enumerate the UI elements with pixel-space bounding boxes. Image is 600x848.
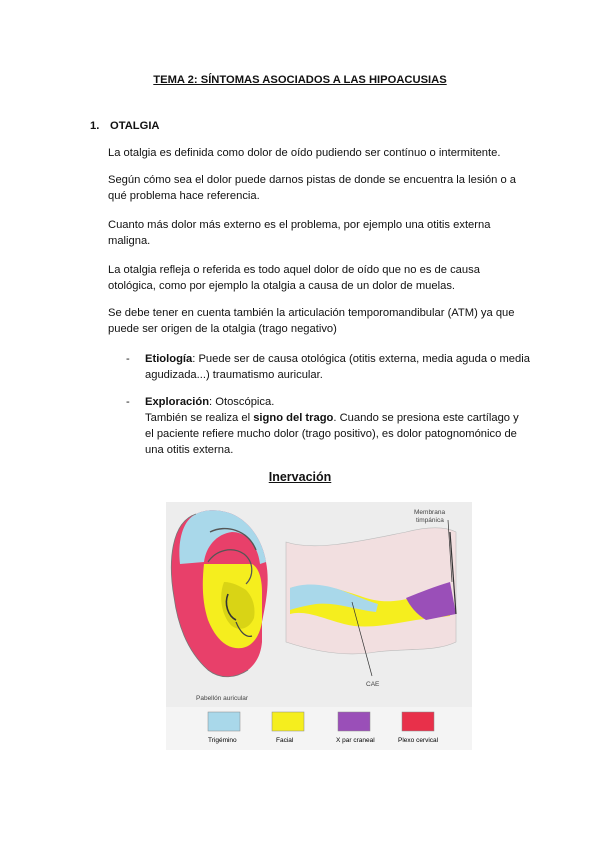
paragraph-definition: La otalgia es definida como dolor de oído pudiendo ser contínuo o intermitente. <box>108 147 501 159</box>
section-heading <box>90 118 160 134</box>
legend-swatch-trigemino <box>208 712 240 731</box>
legend-label-trigemino: Trigémino <box>208 737 237 744</box>
etiologia-text: : Puede ser de causa otológica (otitis externa, media aguda o media agudizada...) traumatismo auricular. <box>145 353 530 381</box>
bullet-marker: - <box>126 396 130 408</box>
label-pabellon: Pabellón auricular <box>196 695 249 702</box>
exploracion-term: Exploración <box>145 396 210 408</box>
innervation-figure <box>166 502 472 750</box>
exploracion-detail: También se realiza el signo del trago. Cuando se presiona este cartílago y el paciente refiere mucho dolor (trago positivo), es dolor patognomónico de una otitis externa. <box>145 412 519 456</box>
legend-label-plexo: Plexo cervical <box>398 737 439 744</box>
innervation-illustration <box>166 502 472 750</box>
legend-label-facial: Facial <box>276 737 294 744</box>
section-heading-text: OTALGIA <box>110 120 160 132</box>
legend-label-x-par: X par craneal <box>336 737 375 744</box>
bullet-etiologia <box>145 351 530 383</box>
etiologia-term: Etiología <box>145 353 193 365</box>
label-cae: CAE <box>366 681 380 688</box>
paragraph-location: Según cómo sea el dolor puede darnos pistas de donde se encuentra la lesión o a qué problema hace referencia. <box>108 174 517 202</box>
label-membrana-line2: timpánica <box>416 517 444 524</box>
legend-swatch-plexo <box>402 712 434 731</box>
paragraph-referred: La otalgia refleja o referida es todo aquel dolor de oído que no es de causa otológica, como por ejemplo la otalgia a causa de un dolor de muelas. <box>108 264 480 292</box>
bullet-marker: - <box>126 353 130 365</box>
figure-title: Inervación <box>268 470 332 484</box>
signo-del-trago: signo del trago <box>253 412 334 424</box>
document-title: TEMA 2: SÍNTOMAS ASOCIADOS A LAS HIPOACUSIAS <box>153 74 447 86</box>
section-number: 1. <box>90 120 100 132</box>
paragraph-atm: Se debe tener en cuenta también la articulación temporomandibular (ATM) ya que puede ser origen de la otalgia (trago negativo) <box>108 307 515 335</box>
exploracion-text: : Otoscópica. <box>209 396 275 408</box>
bullet-exploracion <box>145 394 530 458</box>
paragraph-external: Cuanto más dolor más externo es el problema, por ejemplo una otitis externa maligna. <box>108 219 491 247</box>
legend-swatch-facial <box>272 712 304 731</box>
label-membrana-line1: Membrana <box>414 509 446 516</box>
legend-swatch-x-par <box>338 712 370 731</box>
